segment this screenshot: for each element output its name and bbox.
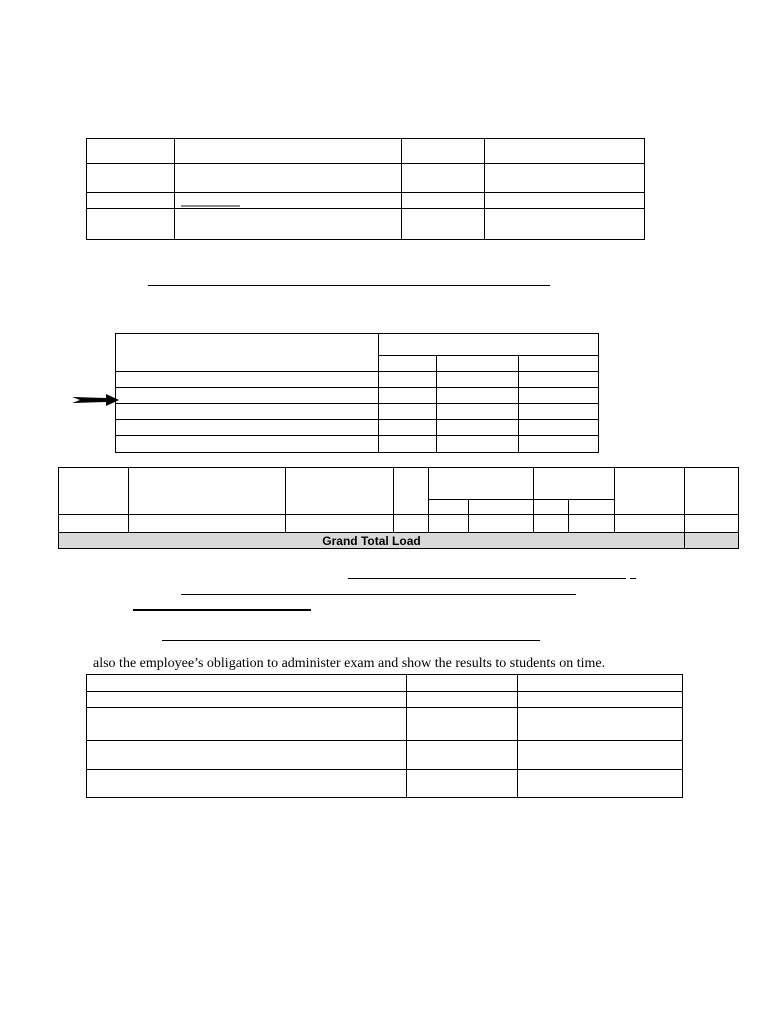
- table-cell: [129, 515, 286, 533]
- table-cell: [518, 675, 683, 692]
- table-cell: [87, 708, 407, 741]
- table-cell: [394, 468, 429, 515]
- fill-in-line: [148, 285, 550, 286]
- field-underline: [181, 205, 240, 207]
- table-cell: [485, 208, 645, 239]
- table-cell: [518, 708, 683, 741]
- fill-in-line: [181, 594, 576, 595]
- table-cell: [534, 468, 615, 500]
- table-cell: [569, 500, 615, 515]
- table-cell: [402, 164, 485, 192]
- table-cell: [469, 515, 534, 533]
- table-cell: [87, 164, 175, 192]
- fill-in-line: [348, 578, 626, 579]
- course-load-table: [58, 467, 739, 549]
- fill-in-line: [630, 578, 636, 579]
- table-cell: [437, 356, 519, 372]
- right-arrow-icon: [72, 393, 120, 407]
- table-cell: [116, 388, 379, 404]
- table-cell: [534, 500, 569, 515]
- table-cell: [286, 515, 394, 533]
- table-cell: [407, 708, 518, 741]
- table-cell: [519, 372, 599, 388]
- table-cell: [437, 420, 519, 436]
- table-cell: [116, 334, 379, 372]
- table-cell: [116, 372, 379, 388]
- table-cell: [87, 192, 175, 208]
- table-cell: [402, 192, 485, 208]
- load-summary-table: [115, 333, 599, 453]
- table-cell: [286, 468, 394, 515]
- table-cell: [59, 468, 129, 515]
- table-cell: [534, 515, 569, 533]
- table-cell: [379, 420, 437, 436]
- table-cell: [519, 436, 599, 453]
- table-cell: [379, 388, 437, 404]
- grand-total-label: Grand Total Load: [59, 533, 685, 549]
- table-cell: [429, 500, 469, 515]
- fill-in-line: [133, 609, 311, 611]
- table-cell: [685, 515, 739, 533]
- table-cell: [518, 741, 683, 770]
- table-cell: [519, 404, 599, 420]
- table-cell: [87, 692, 407, 708]
- table-cell: [685, 468, 739, 515]
- table-cell: [116, 436, 379, 453]
- exam-schedule-table: [86, 674, 683, 798]
- employee-info-table: [86, 138, 645, 240]
- table-cell: [569, 515, 615, 533]
- table-cell: [469, 500, 534, 515]
- table-cell: [175, 139, 402, 164]
- table-cell: [437, 372, 519, 388]
- table-cell: [175, 164, 402, 192]
- table-cell: [87, 675, 407, 692]
- table-cell: [429, 468, 534, 500]
- table-cell: [407, 675, 518, 692]
- table-cell: [518, 770, 683, 798]
- obligation-note: also the employee’s obligation to administer exam and show the results to students on time.: [93, 656, 606, 671]
- table-cell: [379, 404, 437, 420]
- table-cell: [407, 770, 518, 798]
- table-cell: [87, 208, 175, 239]
- table-cell: [175, 208, 402, 239]
- table-cell: [116, 404, 379, 420]
- table-cell: [379, 334, 599, 356]
- table-cell: [437, 436, 519, 453]
- table-cell: [485, 192, 645, 208]
- table-cell: [394, 515, 429, 533]
- table-cell: [518, 692, 683, 708]
- table-cell: [116, 420, 379, 436]
- table-cell: [519, 356, 599, 372]
- table-cell: [519, 388, 599, 404]
- table-cell: [615, 468, 685, 515]
- table-cell: [59, 515, 129, 533]
- table-cell: [615, 515, 685, 533]
- table-cell: [402, 208, 485, 239]
- table-cell: [87, 741, 407, 770]
- table-cell: [379, 372, 437, 388]
- table-cell: [129, 468, 286, 515]
- table-cell: [379, 436, 437, 453]
- table-cell: [379, 356, 437, 372]
- table-cell: [407, 692, 518, 708]
- table-cell: [429, 515, 469, 533]
- fill-in-line: [162, 640, 540, 641]
- table-cell: [485, 139, 645, 164]
- table-cell: [485, 164, 645, 192]
- table-cell: [437, 388, 519, 404]
- table-cell: [87, 139, 175, 164]
- table-cell: [87, 770, 407, 798]
- table-cell: [437, 404, 519, 420]
- grand-total-value: [685, 533, 739, 549]
- table-cell: [407, 741, 518, 770]
- table-cell: [402, 139, 485, 164]
- table-cell: [519, 420, 599, 436]
